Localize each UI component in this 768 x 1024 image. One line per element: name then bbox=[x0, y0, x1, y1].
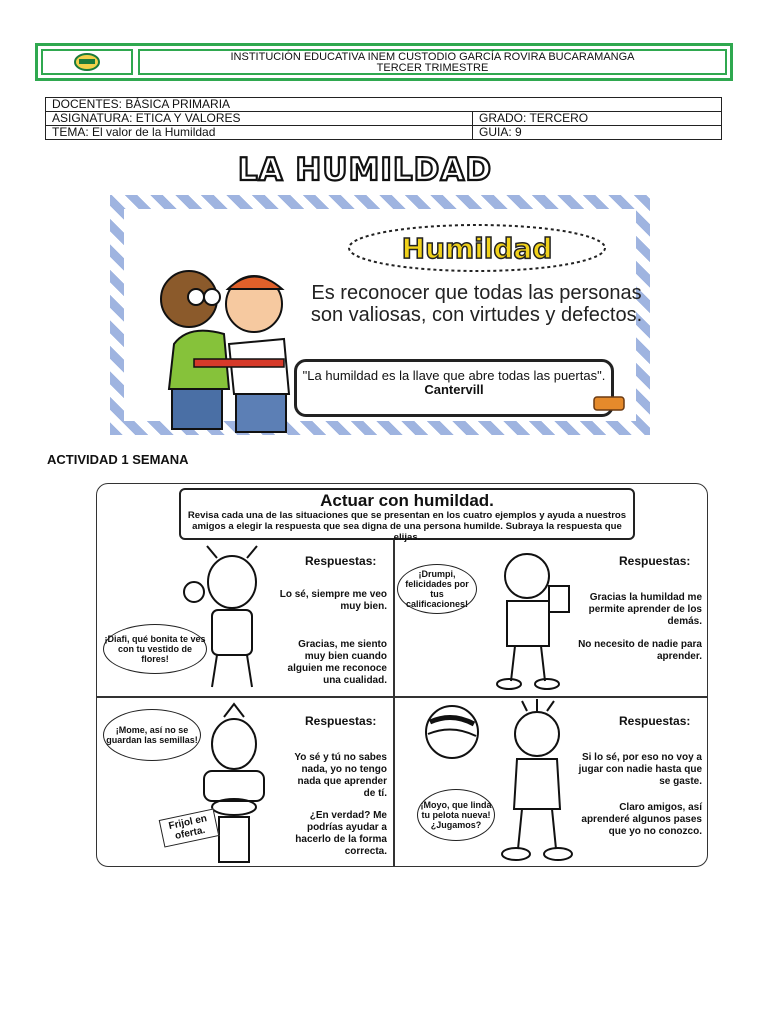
responses-heading-2: Respuestas: bbox=[619, 554, 691, 568]
speech-bubble-1: ¡Diafi, qué bonita te ves con tu vestido de flores! bbox=[103, 624, 207, 674]
quote-text: "La humildad es la llave que abre todas las puertas". bbox=[302, 368, 606, 383]
svg-text:LA HUMILDAD: LA HUMILDAD bbox=[237, 152, 493, 187]
response-2a[interactable]: Gracias la humildad me permite aprender de los demás. bbox=[588, 592, 702, 627]
humility-poster bbox=[110, 195, 650, 435]
humility-definition: Es reconocer que todas las personas son valiosas, con virtudes y defectos. bbox=[310, 282, 643, 326]
character-drumpi-illustration bbox=[487, 546, 577, 691]
quote-author: Cantervill bbox=[424, 382, 484, 397]
activity-label: ACTIVIDAD 1 SEMANA bbox=[47, 452, 189, 467]
tema: TEMA: El valor de la Humildad bbox=[46, 126, 473, 140]
school-name: INSTITUCIÓN EDUCATIVA INEM CUSTODIO GARCÍA ROVIRA BUCARAMANGA bbox=[230, 51, 635, 63]
docentes: DOCENTES: BÁSICA PRIMARIA bbox=[46, 98, 722, 112]
svg-text:Humildad: Humildad bbox=[401, 232, 553, 265]
character-diafi-illustration bbox=[182, 542, 277, 692]
humildad-badge bbox=[344, 221, 610, 276]
response-1a[interactable]: Lo sé, siempre me veo muy bien. bbox=[279, 589, 387, 612]
activity-header bbox=[179, 488, 635, 543]
responses-heading-4: Respuestas: bbox=[619, 714, 691, 728]
hugging-kids-illustration bbox=[134, 259, 309, 439]
decorative-logo-icon bbox=[592, 393, 626, 413]
responses-heading-3: Respuestas: bbox=[305, 714, 377, 728]
speech-bubble-3: ¡Mome, así no se guardan las semillas! bbox=[103, 709, 201, 761]
character-moyo-illustration bbox=[492, 699, 582, 864]
activity-instructions: Revisa cada una de las situaciones que se presentan en los cuatro ejemplos y ayuda a nuestros amigos a elegir la respuesta que sea digna de una persona humilde. Subraya la respuesta que elijas. bbox=[187, 510, 627, 543]
speech-bubble-2: ¡Drumpi, felicidades por tus calificaciones! bbox=[397, 564, 477, 614]
header-text bbox=[138, 49, 727, 75]
response-3b[interactable]: ¿En verdad? Me podrías ayudar a hacerlo de la forma correcta. bbox=[295, 810, 387, 857]
activity-sheet bbox=[96, 483, 708, 867]
ball-illustration bbox=[422, 702, 482, 762]
responses-heading-1: Respuestas: bbox=[305, 554, 377, 568]
response-4a[interactable]: Si lo sé, por eso no voy a jugar con nadie hasta que se gaste. bbox=[578, 752, 702, 787]
divider-horizontal bbox=[97, 696, 707, 698]
school-logo bbox=[41, 49, 133, 75]
guia: GUIA: 9 bbox=[473, 126, 722, 140]
divider-vertical bbox=[393, 534, 395, 866]
info-table bbox=[45, 97, 722, 140]
grado: GRADO: TERCERO bbox=[473, 112, 722, 126]
activity-title: Actuar con humildad. bbox=[320, 491, 494, 510]
school-header bbox=[35, 43, 733, 81]
response-3a[interactable]: Yo sé y tú no sabes nada, yo no tengo nada que aprender de tí. bbox=[294, 752, 387, 799]
response-2b[interactable]: No necesito de nadie para aprender. bbox=[578, 639, 702, 662]
term: TERCER TRIMESTRE bbox=[376, 62, 489, 74]
response-1b[interactable]: Gracias, me siento muy bien cuando alguien me reconoce una cualidad. bbox=[287, 639, 387, 686]
response-4b[interactable]: Claro amigos, así aprenderé algunos pases que yo no conozco. bbox=[581, 802, 702, 837]
humility-quote bbox=[294, 359, 614, 417]
speech-bubble-4: ¡Moyo, que linda tu pelota nueva! ¿Jugamos? bbox=[417, 789, 495, 841]
bean-sale-sign: Frijol en oferta. bbox=[159, 808, 220, 847]
asignatura: ASIGNATURA: ETICA Y VALORES bbox=[46, 112, 473, 126]
page-title bbox=[212, 151, 518, 187]
